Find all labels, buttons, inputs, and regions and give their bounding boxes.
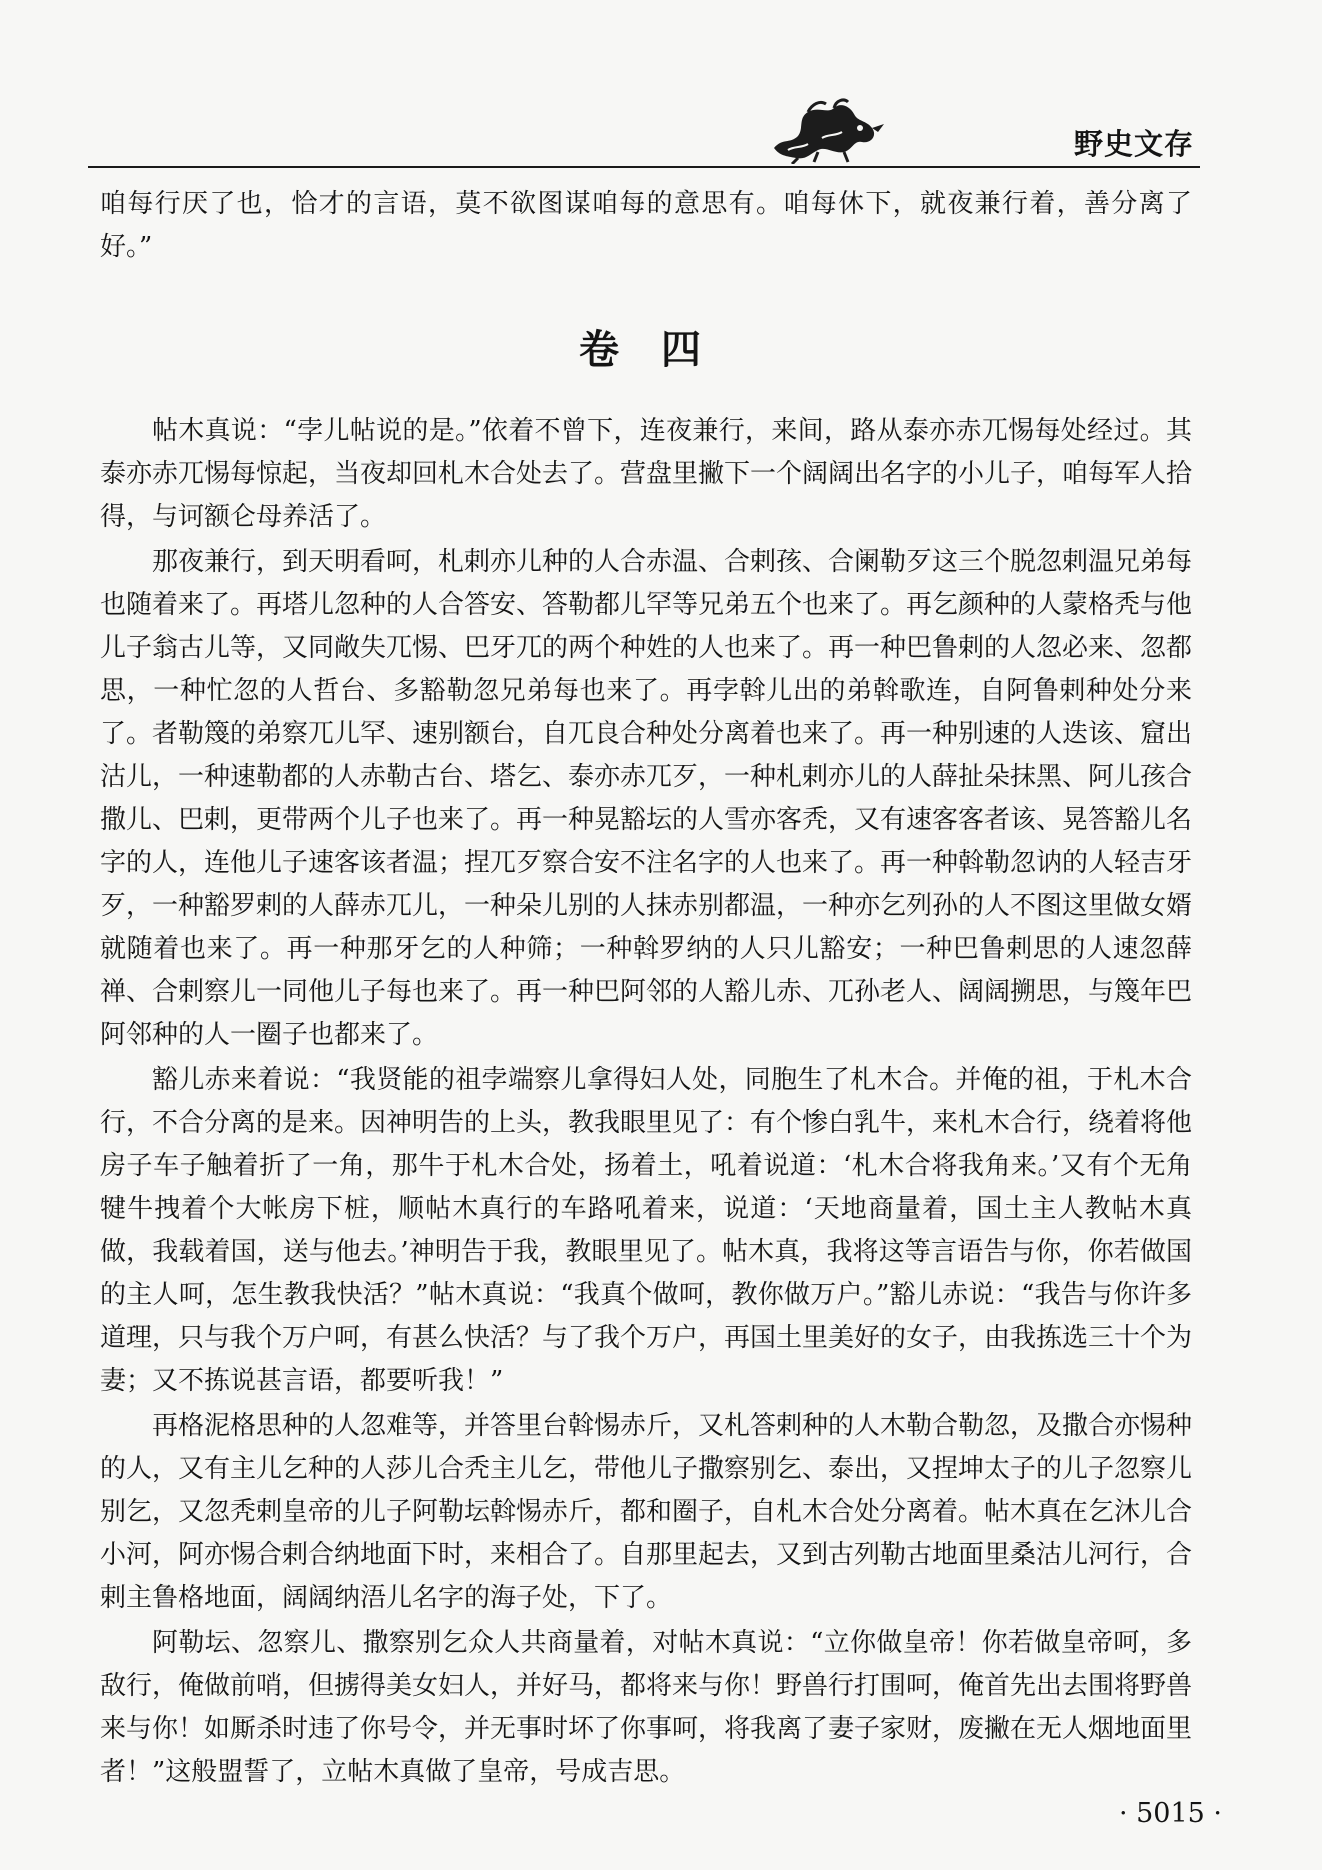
paragraph: 那夜兼行，到天明看呵，札剌亦儿种的人合赤温、合剌孩、合阑勒歹这三个脱忽剌温兄弟每也随着来了。再塔儿忽种的人合答安、答勒都儿罕等兄弟五个也来了。再乞颜种的人蒙格秃与他儿子翁古儿等，又同敞失兀惕、巴牙兀的两个种姓的人也来了。再一种巴鲁剌的人忽必来、忽都思，一种忙忽的人哲台、多豁勒忽兄弟每也来了。再孛斡儿出的弟斡歌连，自阿鲁剌种处分来了。者勒篾的弟察兀儿罕、速别额台，自兀良合种处分离着也来了。再一种别速的人迭该、窟出沽儿，一种速勒都的人赤勒古台、塔乞、泰亦赤兀歹，一种札剌亦儿的人薛扯朵抹黑、阿儿孩合撒儿、巴剌，更带两个儿子也来了。再一种晃豁坛的人雪亦客秃，又有速客客者该、晃答豁儿名字的人，连他儿子速客该者温；捏兀歹察合安不注名字的人也来了。再一种斡勒忽讷的人轻吉牙歹，一种豁罗剌的人薛赤兀儿，一种朵儿别的人抹赤别都温，一种亦乞列孙的人不图这里做女婿就随着也来了。再一种那牙乞的人种筛；一种斡罗纳的人只儿豁安；一种巴鲁剌思的人速忽薛禅、合剌察儿一同他儿子每也来了。再一种巴阿邻的人豁儿赤、兀孙老人、阔阔搠思，与篾年巴阿邻种的人一圈子也都来了。 — [100, 547, 1193, 1050]
paragraph: 帖木真说：“孛儿帖说的是。”依着不曾下，连夜兼行，来间，路从泰亦赤兀惕每处经过。其泰亦赤兀惕每惊起，当夜却回札木合处去了。营盘里撇下一个阔阔出名字的小儿子，咱每军人拾得，与诃额仑母养活了。 — [100, 416, 1193, 532]
paragraph: 阿勒坛、忽察儿、撒察别乞众人共商量着，对帖木真说：“立你做皇帝！你若做皇帝呵，多敌行，俺做前哨，但掳得美女妇人，并好马，都将来与你！野兽行打围呵，俺首先出去围将野兽来与你！如厮杀时违了你号令，并无事时坏了你事呵，将我离了妻子家财，废撇在无人烟地面里者！”这般盟誓了，立帖木真做了皇帝，号成吉思。 — [100, 1628, 1193, 1787]
chapter-body — [100, 410, 1192, 1796]
header-rule — [88, 166, 1200, 168]
chapter-title: 卷四 — [579, 326, 743, 373]
paragraph: 再格泥格思种的人忽难等，并答里台斡惕赤斤，又札答剌种的人木勒合勒忽，及撒合亦惕种的人，又有主儿乞种的人莎儿合秃主儿乞，带他儿子撒察别乞、泰出，又捏坤太子的儿子忽察儿别乞，又忽秃剌皇帝的儿子阿勒坛斡惕赤斤，都和圈子，自札木合处分离着。帖木真在乞沐儿合小河，阿亦惕合剌合纳地面下时，来相合了。自那里起去，又到古列勒古地面里桑沽儿河行，合剌主鲁格地面，阔阔纳浯儿名字的海子处，下了。 — [100, 1411, 1193, 1613]
paragraph: 豁儿赤来着说：“我贤能的祖孛端察儿拿得妇人处，同胞生了札木合。并俺的祖，于札木合行，不合分离的是来。因神明告的上头，教我眼里见了：有个惨白乳牛，来札木合行，绕着将他房子车子触着折了一角，那牛于札木合处，扬着土，吼着说道：‘札木合将我角来。’又有个无角犍牛拽着个大帐房下桩，顺帖木真行的车路吼着来，说道：‘天地商量着，国土主人教帖木真做，我载着国，送与他去。’神明告于我，教眼里见了。帖木真，我将这等言语告与你，你若做国的主人呵，怎生教我快活？”帖木真说：“我真个做呵，教你做万户。”豁儿赤说：“我告与你许多道理，只与我个万户呵，有甚么快活？与了我个万户，再国土里美好的女子，由我拣选三十个为妻；又不拣说甚言语，都要听我！” — [100, 1065, 1193, 1396]
page-number: · 5015 · — [1118, 1798, 1222, 1829]
paragraph: 咱每行厌了也，恰才的言语，莫不欲图谋咱每的意思有。咱每休下，就夜兼行着，善分离了好。” — [100, 189, 1192, 262]
series-title: 野史文存 — [1073, 127, 1194, 161]
lead-continuation — [100, 183, 1192, 269]
dragon-emblem-icon — [768, 98, 886, 164]
running-header — [88, 96, 1200, 168]
